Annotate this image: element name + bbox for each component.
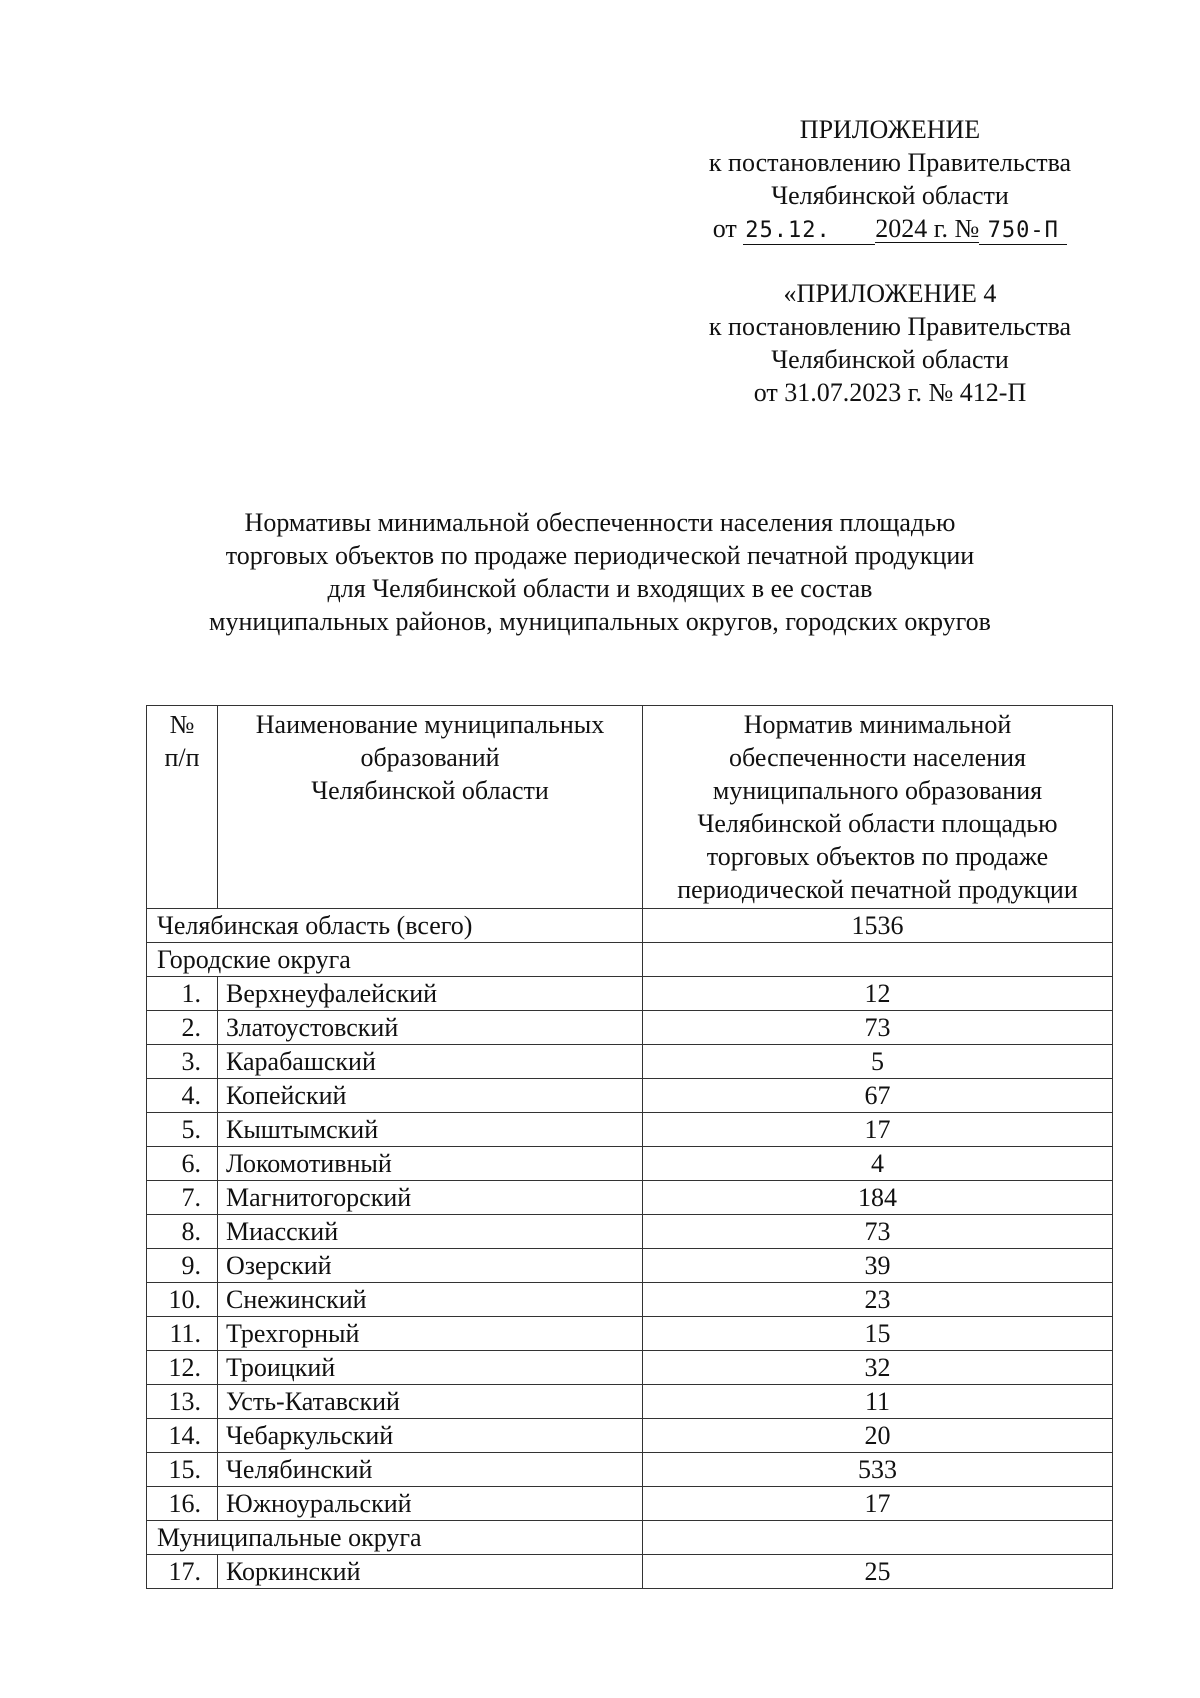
section-label: Городские округа <box>147 943 643 977</box>
table-header-row <box>147 706 1113 909</box>
appendix-line-3: Челябинской области <box>771 181 1009 210</box>
row-value: 4 <box>643 1147 1113 1181</box>
row-number: 17. <box>147 1555 218 1589</box>
row-value: 73 <box>643 1011 1113 1045</box>
row-value: 12 <box>643 977 1113 1011</box>
row-value: 5 <box>643 1045 1113 1079</box>
row-name: Миасский <box>218 1215 643 1249</box>
row-name: Чебаркульский <box>218 1419 643 1453</box>
header-number <box>147 706 218 909</box>
section-empty-cell <box>643 943 1113 977</box>
table-row <box>147 1249 1113 1283</box>
row-value: 533 <box>643 1453 1113 1487</box>
row-value: 17 <box>643 1487 1113 1521</box>
document-title <box>100 506 1100 638</box>
row-value: 15 <box>643 1317 1113 1351</box>
header-name-line: образований <box>360 743 500 772</box>
document-title-line: Нормативы минимальной обеспеченности населения площадью <box>244 508 956 537</box>
table-row <box>147 1079 1113 1113</box>
table-row <box>147 1011 1113 1045</box>
appendix-header <box>640 113 1140 245</box>
document-title-line: торговых объектов по продаже периодической печатной продукции <box>225 541 975 570</box>
total-row <box>147 909 1113 943</box>
table-row <box>147 1113 1113 1147</box>
row-name: Златоустовский <box>218 1011 643 1045</box>
row-name: Озерский <box>218 1249 643 1283</box>
section-row <box>147 1521 1113 1555</box>
row-number: 13. <box>147 1385 218 1419</box>
header-value-line: Норматив минимальной <box>743 710 1012 739</box>
row-number: 8. <box>147 1215 218 1249</box>
header-value <box>643 706 1113 909</box>
table-row <box>147 1487 1113 1521</box>
row-value: 11 <box>643 1385 1113 1419</box>
header-name-line: Челябинской области <box>311 776 549 805</box>
row-value: 39 <box>643 1249 1113 1283</box>
appendix-4-line-4: от 31.07.2023 г. № 412-П <box>753 378 1027 407</box>
row-value: 73 <box>643 1215 1113 1249</box>
row-value: 32 <box>643 1351 1113 1385</box>
table-row <box>147 1283 1113 1317</box>
norms-table <box>146 705 1113 1589</box>
row-number: 15. <box>147 1453 218 1487</box>
row-name: Снежинский <box>218 1283 643 1317</box>
appendix-4-title: «ПРИЛОЖЕНИЕ 4 <box>783 279 997 308</box>
row-name: Локомотивный <box>218 1147 643 1181</box>
row-name: Магнитогорский <box>218 1181 643 1215</box>
appendix-line-2: к постановлению Правительства <box>708 148 1072 177</box>
header-name <box>218 706 643 909</box>
header-value-line: Челябинской области площадью <box>697 809 1058 838</box>
row-name: Трехгорный <box>218 1317 643 1351</box>
total-value: 1536 <box>643 909 1113 943</box>
appendix-year-text: 2024 г. № <box>875 214 980 243</box>
table-row <box>147 1317 1113 1351</box>
row-name: Копейский <box>218 1079 643 1113</box>
table-row <box>147 1215 1113 1249</box>
appendix-4-header <box>640 277 1140 409</box>
appendix-date-line <box>640 212 1140 245</box>
appendix-title: ПРИЛОЖЕНИЕ <box>799 115 981 144</box>
row-name: Южноуральский <box>218 1487 643 1521</box>
section-empty-cell <box>643 1521 1113 1555</box>
row-number: 16. <box>147 1487 218 1521</box>
header-name-line: Наименование муниципальных <box>255 710 605 739</box>
document-title-line: муниципальных районов, муниципальных округов, городских округов <box>209 607 991 636</box>
appendix-date-value: 25.12. <box>743 218 875 245</box>
section-label: Муниципальные округа <box>147 1521 643 1555</box>
row-name: Коркинский <box>218 1555 643 1589</box>
row-value: 17 <box>643 1113 1113 1147</box>
row-number: 9. <box>147 1249 218 1283</box>
table-row <box>147 1351 1113 1385</box>
row-number: 2. <box>147 1011 218 1045</box>
header-value-line: торговых объектов по продаже <box>706 842 1049 871</box>
header-number-line: № <box>169 710 195 739</box>
total-label: Челябинская область (всего) <box>147 909 643 943</box>
row-number: 1. <box>147 977 218 1011</box>
row-number: 10. <box>147 1283 218 1317</box>
appendix-date-prefix: от <box>712 214 737 243</box>
table-row <box>147 1181 1113 1215</box>
row-name: Карабашский <box>218 1045 643 1079</box>
table-row <box>147 1147 1113 1181</box>
row-number: 5. <box>147 1113 218 1147</box>
document-title-line: для Челябинской области и входящих в ее состав <box>327 574 873 603</box>
row-value: 67 <box>643 1079 1113 1113</box>
header-value-line: муниципального образования <box>712 776 1043 805</box>
row-number: 11. <box>147 1317 218 1351</box>
section-row <box>147 943 1113 977</box>
row-name: Усть-Катавский <box>218 1385 643 1419</box>
row-value: 184 <box>643 1181 1113 1215</box>
row-number: 7. <box>147 1181 218 1215</box>
header-number-line: п/п <box>164 743 200 772</box>
row-value: 20 <box>643 1419 1113 1453</box>
row-number: 3. <box>147 1045 218 1079</box>
row-value: 25 <box>643 1555 1113 1589</box>
header-value-line: периодической печатной продукции <box>677 875 1078 904</box>
row-name: Челябинский <box>218 1453 643 1487</box>
row-name: Троицкий <box>218 1351 643 1385</box>
row-value: 23 <box>643 1283 1113 1317</box>
row-name: Верхнеуфалейский <box>218 977 643 1011</box>
table-row <box>147 1419 1113 1453</box>
header-value-line: обеспеченности населения <box>729 743 1026 772</box>
appendix-4-line-2: к постановлению Правительства <box>708 312 1072 341</box>
row-number: 6. <box>147 1147 218 1181</box>
table-row <box>147 977 1113 1011</box>
row-number: 12. <box>147 1351 218 1385</box>
appendix-4-line-3: Челябинской области <box>771 345 1009 374</box>
table-row <box>147 1385 1113 1419</box>
table-row <box>147 1453 1113 1487</box>
table-row <box>147 1045 1113 1079</box>
appendix-number-value: 750-П <box>979 218 1067 245</box>
row-number: 4. <box>147 1079 218 1113</box>
row-name: Кыштымский <box>218 1113 643 1147</box>
table-row <box>147 1555 1113 1589</box>
row-number: 14. <box>147 1419 218 1453</box>
